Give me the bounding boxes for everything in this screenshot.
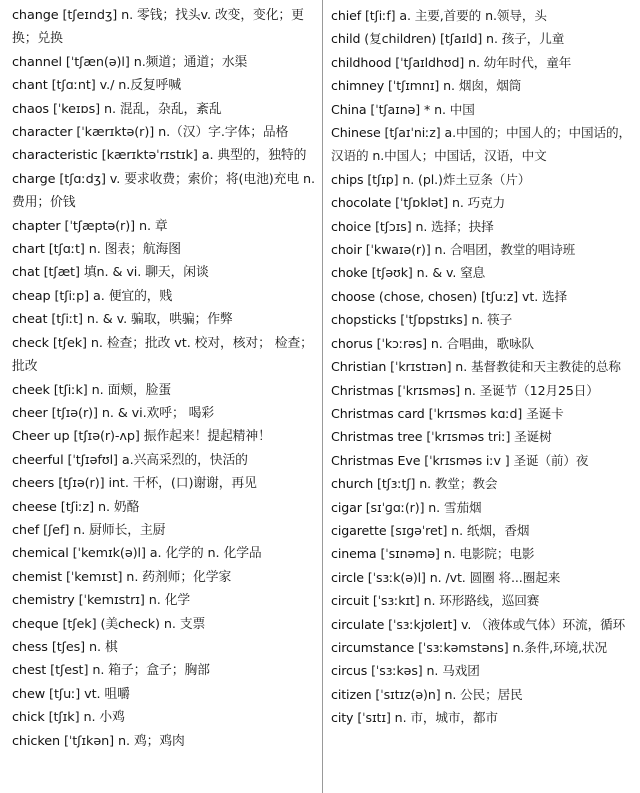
- entry-definition: n. /vt. 圆圈 将...圈起来: [425, 569, 561, 585]
- entry-definition: v./ n.反复呼喊: [95, 78, 182, 94]
- entry-phonetic: [ˈsɜːkjʊleɪt]: [384, 616, 458, 632]
- entry-word: China: [331, 101, 367, 117]
- vocab-entry: [331, 121, 631, 168]
- entry-word: change: [12, 8, 59, 23]
- entry-phonetic: [ˈkeɪɒs]: [49, 101, 101, 117]
- entry-phonetic: [ˈkærɪktə(r)]: [72, 125, 155, 141]
- entry-definition: n. 雪茄烟: [424, 499, 482, 515]
- entry-definition: 填n. & vi. 聊天，闲谈: [79, 265, 209, 281]
- entry-definition: * n. 中国: [420, 101, 475, 117]
- entry-phonetic: [tʃiːp]: [50, 288, 90, 304]
- vocab-entry: [331, 472, 631, 495]
- entry-definition: int. 干杯，(口)谢谢，再见: [104, 476, 257, 492]
- vocab-entry: [331, 519, 631, 542]
- entry-word: cheat: [12, 312, 48, 328]
- vocab-entry: [12, 285, 318, 308]
- vocab-entry: [12, 98, 318, 121]
- vocab-entry: [12, 613, 318, 636]
- entry-word: chant: [12, 78, 48, 94]
- entry-word: cheer: [12, 405, 48, 421]
- vocab-entry: [331, 542, 631, 565]
- entry-word: Chinese: [331, 125, 381, 141]
- entry-word: charge: [12, 171, 56, 187]
- entry-phonetic: [ˈkemɪstrɪ]: [74, 593, 145, 609]
- entry-phonetic: (复children) [tʃaɪld]: [360, 31, 483, 47]
- vocab-entry: [331, 98, 631, 121]
- entry-definition: n. (pl.)炸土豆条（片）: [398, 171, 531, 187]
- entry-phonetic: [ˈsɜːk(ə)l]: [363, 569, 426, 585]
- entry-definition: a. 主要,首要的 n.领导，头: [395, 8, 547, 23]
- entry-phonetic: [ˈkrɪsməs]: [393, 382, 461, 398]
- vocab-entry: [331, 449, 631, 472]
- entry-phonetic: [ˈtʃɒklət]: [391, 195, 449, 211]
- vocab-entry: [12, 74, 318, 97]
- left-column: [12, 4, 318, 793]
- entry-word: cheese: [12, 499, 57, 515]
- entry-definition: n. 孩子，儿童: [482, 31, 565, 47]
- entry-phonetic: [ˈtʃaɪnə]: [366, 101, 421, 117]
- entry-phonetic: [tʃɪk]: [44, 710, 80, 726]
- entry-definition: a.中国的；中国人的；中国话的，汉语的 n.中国人；中国话，汉语，中文: [331, 125, 631, 164]
- entry-word: chief: [331, 8, 362, 23]
- entry-word: characteristic: [12, 148, 98, 164]
- vocab-entry: [331, 566, 631, 589]
- vocab-entry: [331, 355, 631, 378]
- vocab-entry: [12, 168, 318, 215]
- entry-definition: n. 小鸡: [79, 710, 125, 726]
- vocab-entry: [12, 519, 318, 542]
- entry-definition: a.兴高采烈的，快活的: [117, 452, 248, 468]
- entry-phonetic: [ˈkemɪst]: [62, 569, 123, 585]
- entry-phonetic: [ˈtʃæptə(r)]: [60, 218, 135, 234]
- vocab-entry: [12, 379, 318, 402]
- entry-word: chart: [12, 242, 45, 258]
- entry-definition: n. 电影院；电影: [439, 546, 535, 562]
- entry-definition: a. 便宜的，贱: [89, 288, 173, 304]
- entry-definition: (美check) n. 支票: [96, 616, 206, 632]
- entry-word: choose: [331, 288, 376, 304]
- vocab-entry: [12, 730, 318, 753]
- entry-phonetic: [ˈtʃɪəfʊl]: [63, 452, 118, 468]
- entry-phonetic: [ˈkrɪstɪən]: [386, 359, 452, 375]
- entry-phonetic: [tʃek]: [48, 335, 87, 351]
- vocab-entry: [331, 659, 631, 682]
- entry-definition: n. 筷子: [467, 312, 513, 328]
- entry-definition: n. 检查；批改 vt. 校对，核对； 检查；批改: [12, 335, 313, 375]
- entry-definition: 圣诞树: [510, 429, 552, 445]
- entry-phonetic: [tʃɑːnt]: [47, 78, 96, 94]
- vocab-entry: [12, 566, 318, 589]
- entry-word: Christmas tree: [331, 429, 423, 445]
- entry-definition: n. 基督教徒和天主教徒的总称: [451, 359, 621, 375]
- entry-word: circumstance: [331, 639, 415, 655]
- vocab-entry: [331, 238, 631, 261]
- entry-phonetic: [ˈkɔːrəs]: [372, 335, 427, 351]
- vocab-entry: [12, 402, 318, 425]
- entry-word: cheers: [12, 476, 55, 492]
- entry-definition: n. 巧克力: [448, 195, 506, 211]
- entry-phonetic: [ˈkrɪsməs triː]: [422, 429, 511, 445]
- entry-definition: 圣诞卡: [522, 405, 564, 421]
- vocab-entry: [12, 542, 318, 565]
- entry-word: choir: [331, 242, 362, 258]
- entry-phonetic: [ˈtʃaɪldhʊd]: [391, 54, 465, 70]
- entry-word: cigar: [331, 499, 362, 515]
- entry-word: circus: [331, 663, 368, 679]
- vocab-entry: [12, 589, 318, 612]
- entry-definition: n. 奶酪: [94, 499, 140, 515]
- entry-word: cinema: [331, 546, 377, 562]
- vocab-entry: [12, 4, 318, 51]
- entry-phonetic: [tʃest]: [46, 663, 89, 679]
- vocab-entry: [331, 191, 631, 214]
- entry-definition: n. & vi.欢呼； 喝彩: [97, 405, 215, 421]
- entry-word: chicken: [12, 733, 60, 749]
- entry-definition: n. 圣诞节（12月25日）: [460, 382, 599, 398]
- vocab-entry: [331, 706, 631, 729]
- entry-definition: n.（汉）字.字体；品格: [154, 125, 289, 141]
- entry-phonetic: [ˈtʃɒpstɪks]: [396, 312, 468, 328]
- entry-definition: v. （液体或气体）环流，循环: [457, 616, 626, 632]
- entry-word: childhood: [331, 54, 392, 70]
- entry-phonetic: [ˈkrɪsməs kɑːd]: [424, 405, 523, 421]
- entry-definition: n. 图表；航海图: [84, 242, 181, 258]
- vocab-entry: [331, 613, 631, 636]
- vocab-entry: [331, 27, 631, 50]
- entry-word: cigarette: [331, 522, 387, 538]
- entry-phonetic: [tʃiːk]: [49, 382, 88, 398]
- entry-word: chat: [12, 265, 40, 281]
- entry-phonetic: [tʃɑːdʒ]: [55, 171, 106, 187]
- vocab-entry: [12, 51, 318, 74]
- vocab-entry: [12, 261, 318, 284]
- entry-word: citizen: [331, 686, 372, 702]
- entry-definition: n. 公民；居民: [440, 686, 523, 702]
- entry-phonetic: [tʃɪə(r)-ʌp]: [69, 429, 140, 445]
- vocab-entry: [12, 332, 318, 379]
- entry-phonetic: [ˈsɜːkəs]: [367, 663, 423, 679]
- entry-phonetic: [sɪˈɡɑː(r)]: [361, 499, 425, 515]
- entry-phonetic: [tʃɑːt]: [44, 242, 85, 258]
- entry-definition: n. & v. 窒息: [412, 265, 486, 281]
- vocab-entry: [12, 144, 318, 167]
- entry-word: channel: [12, 54, 62, 70]
- entry-word: character: [12, 125, 73, 141]
- right-column: [331, 4, 631, 793]
- entry-word: chemistry: [12, 593, 75, 609]
- entry-definition: n. 混乱，杂乱，紊乱: [100, 101, 222, 117]
- entry-word: chemist: [12, 569, 63, 585]
- entry-definition: n. 马戏团: [422, 663, 480, 679]
- entry-word: church: [331, 476, 374, 492]
- entry-definition: vt. 选择: [518, 288, 568, 304]
- entry-word: circle: [331, 569, 364, 585]
- vocab-entry: [12, 121, 318, 144]
- entry-definition: n. 厨师长，主厨: [69, 522, 166, 538]
- entry-definition: n. 章: [135, 218, 168, 234]
- vocab-entry: [12, 425, 318, 448]
- entry-definition: n. 棋: [85, 639, 118, 655]
- entry-word: chapter: [12, 218, 61, 234]
- entry-phonetic: [ˈsɜːkɪt]: [368, 593, 420, 609]
- entry-phonetic: [tʃæt]: [39, 265, 80, 281]
- entry-phonetic: [tʃəʊk]: [367, 265, 413, 281]
- vocab-entry: [331, 332, 631, 355]
- entry-phonetic: [tʃuː]: [45, 686, 81, 702]
- entry-word: chest: [12, 663, 47, 679]
- entry-phonetic: [tʃiːz]: [56, 499, 94, 515]
- entry-definition: n. 鸡；鸡肉: [114, 733, 185, 749]
- entry-phonetic: [tʃɪə(r)]: [47, 405, 98, 421]
- entry-definition: n. 幼年时代，童年: [464, 54, 572, 70]
- vocab-entry: [12, 238, 318, 261]
- vocab-entry: [331, 683, 631, 706]
- entry-word: chopsticks: [331, 312, 397, 328]
- entry-word: city: [331, 710, 354, 726]
- column-divider: [322, 0, 323, 793]
- entry-word: cheek: [12, 382, 50, 398]
- entry-definition: n. 选择；抉择: [411, 218, 494, 234]
- vocab-entry: [331, 589, 631, 612]
- vocab-entry: [12, 659, 318, 682]
- entry-word: check: [12, 335, 49, 351]
- entry-word: Christmas: [331, 382, 394, 398]
- vocab-entry: [12, 215, 318, 238]
- entry-word: chess: [12, 639, 48, 655]
- entry-word: chaos: [12, 101, 49, 117]
- entry-word: Christmas card: [331, 405, 425, 421]
- vocab-entry: [331, 402, 631, 425]
- entry-definition: n. 环形路线，巡回赛: [419, 593, 540, 609]
- vocab-entry: [331, 4, 631, 27]
- entry-phonetic: [tʃaɪˈniːz]: [380, 125, 441, 141]
- entry-word: Christmas Eve: [331, 452, 421, 468]
- entry-definition: n. 药剂师；化学家: [122, 569, 232, 585]
- entry-word: chick: [12, 710, 45, 726]
- vocab-entry: [12, 636, 318, 659]
- entry-word: circuit: [331, 593, 369, 609]
- entry-phonetic: [ˈtʃɪkən]: [59, 733, 115, 749]
- entry-phonetic: [ʃef]: [39, 522, 70, 538]
- vocab-entry: [331, 496, 631, 519]
- vocab-entry: [331, 379, 631, 402]
- entry-phonetic: [ˈsɜːkəmstəns]: [414, 639, 509, 655]
- entry-definition: n. 合唱团，教堂的唱诗班: [430, 242, 576, 258]
- vocab-entry: [331, 636, 631, 659]
- entry-phonetic: [ˈsɪtɪ]: [353, 710, 391, 726]
- entry-definition: n. 箱子；盒子；胸部: [88, 663, 210, 679]
- entry-definition: n. 教堂；教会: [415, 476, 498, 492]
- entry-definition: n. 纸烟，香烟: [447, 522, 530, 538]
- entry-definition: n. 市，城市，都市: [390, 710, 498, 726]
- vocab-entry: [331, 425, 631, 448]
- vocab-entry: [331, 215, 631, 238]
- vocab-entry: [12, 449, 318, 472]
- entry-phonetic: (chose, chosen) [tʃuːz]: [375, 288, 519, 304]
- entry-word: choke: [331, 265, 368, 281]
- entry-phonetic: [sɪgəˈret]: [386, 522, 448, 538]
- entry-definition: a. 典型的，独特的: [197, 148, 307, 164]
- entry-definition: n. & v. 骗取，哄骗；作弊: [82, 312, 233, 328]
- vocab-entry: [331, 261, 631, 284]
- vocab-entry: [12, 706, 318, 729]
- entry-phonetic: [ˈtʃæn(ə)l]: [61, 54, 130, 70]
- entry-word: chocolate: [331, 195, 392, 211]
- entry-word: child: [331, 31, 361, 47]
- entry-definition: 圣诞（前）夜: [509, 452, 589, 468]
- entry-definition: n. 烟囱，烟筒: [439, 78, 522, 94]
- entry-phonetic: [tʃiːt]: [47, 312, 83, 328]
- entry-word: chorus: [331, 335, 373, 351]
- vocab-entry: [12, 683, 318, 706]
- entry-phonetic: [tʃɔɪs]: [371, 218, 412, 234]
- entry-phonetic: [ˈkwaɪə(r)]: [361, 242, 431, 258]
- entry-phonetic: [tʃɜːtʃ]: [373, 476, 416, 492]
- entry-phonetic: [kærɪktəˈrɪstɪk]: [97, 148, 198, 164]
- entry-definition: 振作起来！提起精神！: [139, 429, 271, 445]
- entry-word: Cheer up: [12, 429, 70, 445]
- vocab-entry: [331, 308, 631, 331]
- entry-phonetic: [tʃek]: [58, 616, 97, 632]
- entry-word: chips: [331, 171, 364, 187]
- entry-word: Christian: [331, 359, 387, 375]
- entry-definition: vt. 咀嚼: [80, 686, 130, 702]
- entry-definition: a. 化学的 n. 化学品: [145, 546, 262, 562]
- entry-word: cheap: [12, 288, 51, 304]
- entry-word: circulate: [331, 616, 385, 632]
- entry-phonetic: [tʃɪp]: [363, 171, 399, 187]
- vocab-entry: [331, 74, 631, 97]
- entry-definition: v. 要求收费；索价；将(电池)充电 n. 费用；价钱: [12, 171, 316, 211]
- entry-phonetic: [tʃeɪndʒ]: [58, 8, 118, 23]
- entry-phonetic: [tʃɪə(r)]: [54, 476, 105, 492]
- vocab-entry: [12, 308, 318, 331]
- entry-phonetic: [ˈkemɪk(ə)l]: [68, 546, 146, 562]
- vocab-entry: [331, 51, 631, 74]
- entry-phonetic: [tʃiːf]: [361, 8, 396, 23]
- entry-word: choice: [331, 218, 372, 234]
- entry-definition: n.条件,环境,状况: [508, 639, 608, 655]
- entry-word: chef: [12, 522, 40, 538]
- entry-definition: n. 面颊，脸蛋: [87, 382, 172, 398]
- entry-word: chimney: [331, 78, 385, 94]
- entry-definition: n.频道；通道；水渠: [129, 54, 248, 70]
- entry-word: chew: [12, 686, 46, 702]
- vocab-entry: [331, 168, 631, 191]
- entry-word: cheque: [12, 616, 59, 632]
- entry-word: cheerful: [12, 452, 64, 468]
- entry-phonetic: [ˈsɪtɪz(ə)n]: [371, 686, 441, 702]
- entry-definition: n. 化学: [144, 593, 191, 609]
- entry-phonetic: [tʃes]: [47, 639, 86, 655]
- entry-phonetic: [ˈsɪnəmə]: [376, 546, 440, 562]
- entry-phonetic: [ˈkrɪsməs iːv ]: [420, 452, 510, 468]
- entry-word: chemical: [12, 546, 69, 562]
- vocab-entry: [331, 285, 631, 308]
- vocab-entry: [12, 472, 318, 495]
- entry-phonetic: [ˈtʃɪmnɪ]: [384, 78, 440, 94]
- vocab-entry: [12, 496, 318, 519]
- entry-definition: n. 合唱曲，歌咏队: [426, 335, 535, 351]
- entry-definition: n. 零钱；找头v. 改变，变化；更换；兑换: [12, 8, 304, 47]
